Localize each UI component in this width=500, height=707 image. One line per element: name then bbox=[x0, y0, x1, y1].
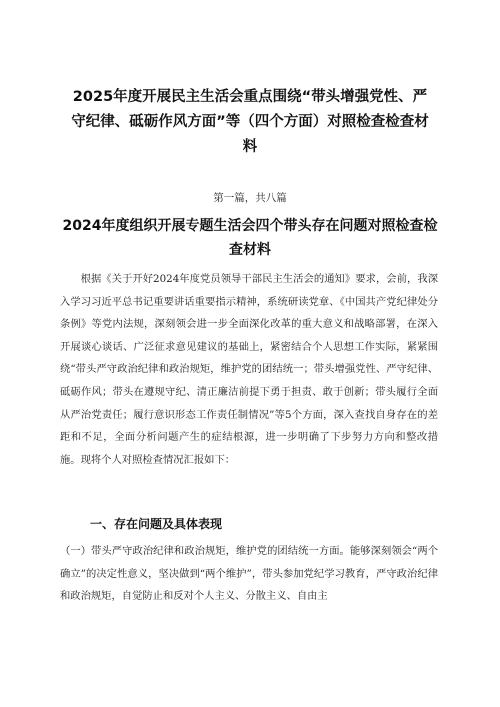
part-indicator: 第一篇，共八篇 bbox=[213, 192, 287, 204]
subsection-paragraph: （一）带头严守政治纪律和政治规矩，维护党的团结统一方面。能够深刻领会“两个确立”的决定性意义，坚决做到“两个维护”，带头参加党纪学习教育，严守政治纪律和政治规矩，自觉防止和反对个人主义、分散主义、自由主 bbox=[60, 545, 438, 603]
document-title: 2024年度组织开展专题生活会四个带头存在问题对照检查检查材料 bbox=[62, 218, 438, 258]
main-title: 2025年度开展民主生活会重点围绕“带头增强党性、严守纪律、砥砺作风方面”等（四个方面）对照检查检查材料 bbox=[71, 89, 429, 155]
section-heading: 一、存在问题及具体表现 bbox=[90, 517, 223, 531]
intro-paragraph: 根据《关于开好2024年度党员领导干部民主生活会的通知》要求，会前，我深入学习习近平总书记重要讲话重要指示精神，系统研读党章、《中国共产党纪律处分条例》等党内法规，深刻领会进一步全面深化改革的重大意义和战略部署，在深入开展谈心谈话、广泛征求意见建议的基础上，紧密结合个人思想工作实际，紧紧围绕“带头严守政治纪律和政治规矩，维护党的团结统一；带头增强党性、严守纪律、砥砺作风；带头在遵规守纪、清正廉洁前提下勇于担责、敢于创新；带头履行全面从严治党责任；履行意识形态工作责任制情况”等5个方面，深入查找自身存在的差距和不足，全面分析问题产生的症结根源，进一步明确了下步努力方向和整改措施。现将个人对照检查情况汇报如下： bbox=[60, 273, 438, 466]
